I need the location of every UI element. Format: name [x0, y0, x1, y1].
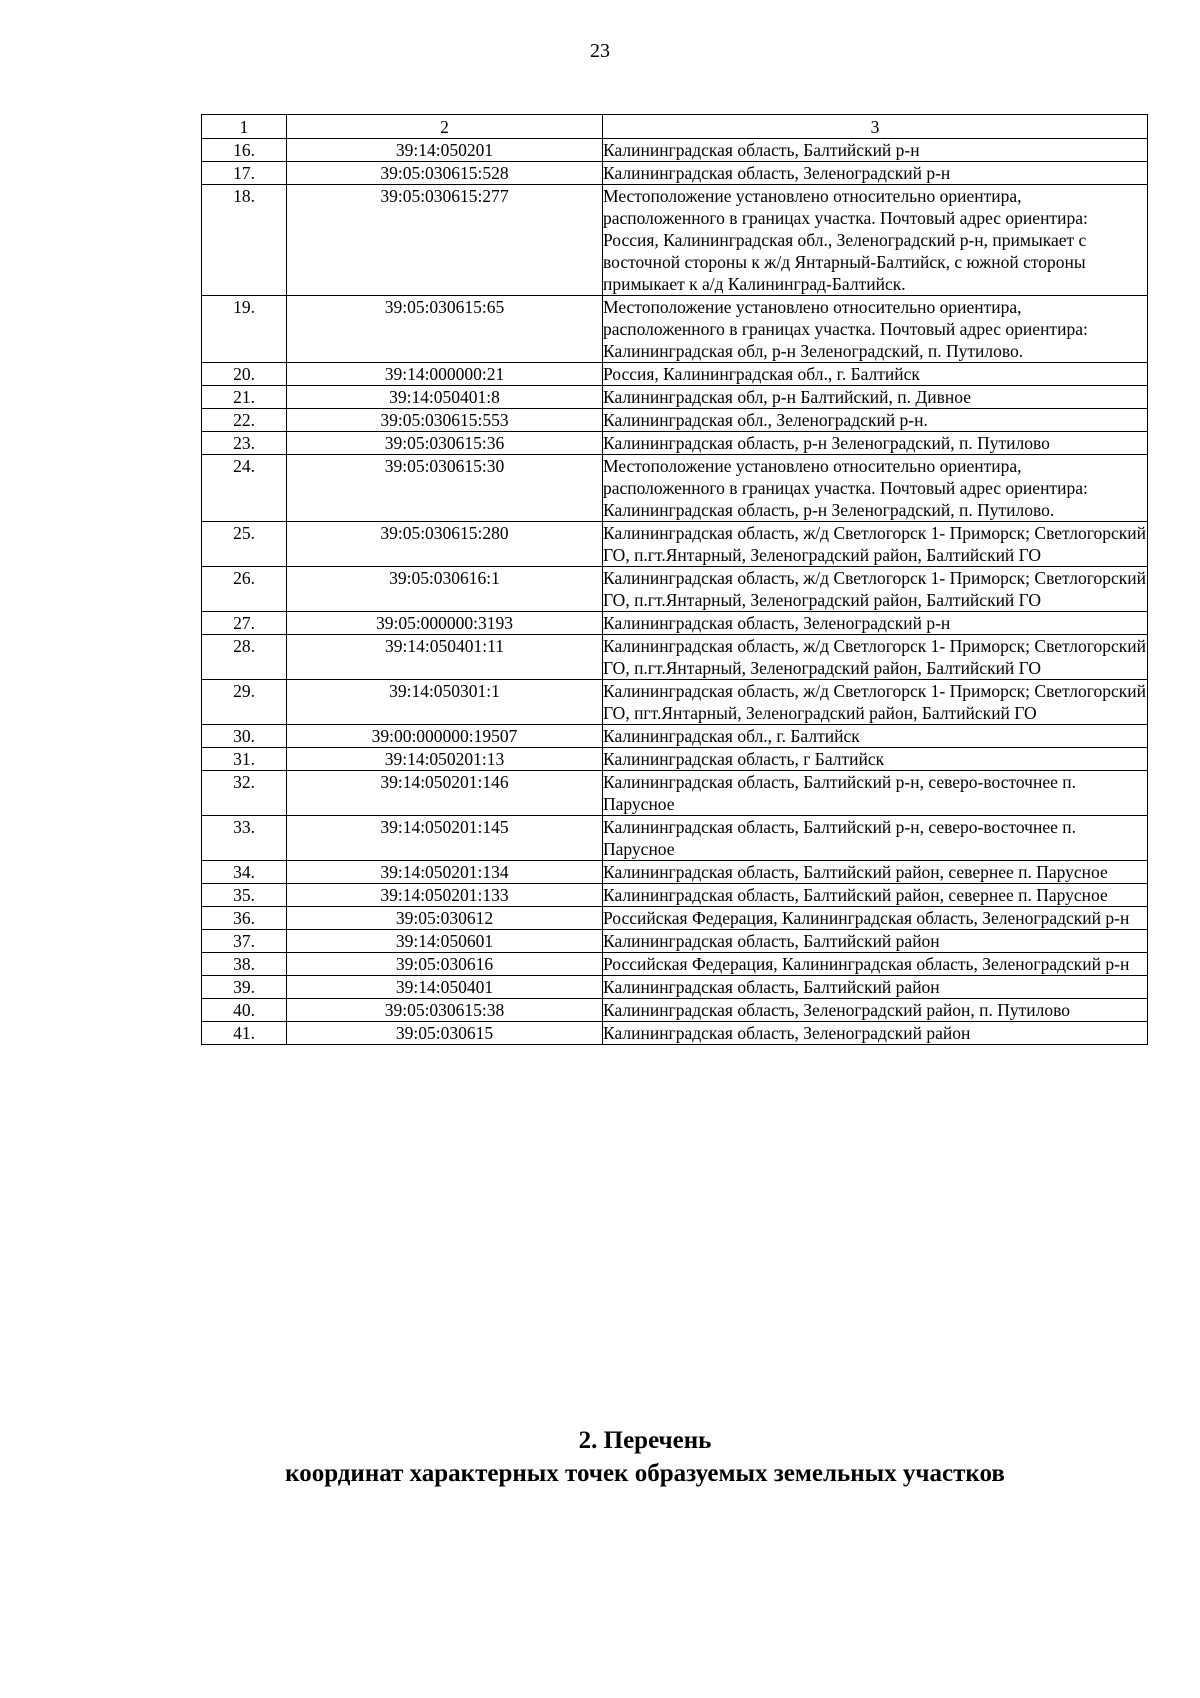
address-cell: Калининградская обл, р-н Балтийский, п. Дивное — [603, 386, 1148, 409]
table-row — [202, 296, 1148, 363]
table-row — [202, 907, 1148, 930]
row-number-cell: 27. — [202, 612, 287, 635]
row-number-cell: 33. — [202, 816, 287, 861]
table-row — [202, 567, 1148, 612]
cadastral-number-cell: 39:14:050201:146 — [287, 771, 603, 816]
address-cell: Местоположение установлено относительно ориентира, расположенного в границах участка. Почтовый адрес ориентира: Калининградская область, р-н Зеленоградский, п. Путилово. — [603, 455, 1148, 522]
row-number-cell: 41. — [202, 1022, 287, 1045]
address-cell: Калининградская область, ж/д Светлогорск 1- Приморск; Светлогорский ГО, п.гт.Янтарный, Зеленоградский район, Балтийский ГО — [603, 523, 1146, 565]
row-number-cell: 25. — [202, 522, 287, 567]
table-row — [202, 680, 1148, 725]
table-row — [202, 455, 1148, 522]
row-number-cell: 20. — [202, 363, 287, 386]
cadastral-number-cell: 39:14:050401:8 — [287, 386, 603, 409]
address-cell: Калининградская область, Балтийский р-н — [603, 139, 1148, 162]
address-cell: Российская Федерация, Калининградская область, Зеленоградский р-н — [603, 953, 1148, 976]
address-cell: Калининградская область, ж/д Светлогорск 1- Приморск; Светлогорский ГО, п.гт.Янтарный, Зеленоградский район, Балтийский ГО — [603, 568, 1146, 610]
table-body — [202, 139, 1148, 1045]
row-number-cell: 35. — [202, 884, 287, 907]
row-number-cell: 29. — [202, 680, 287, 725]
table-row — [202, 409, 1148, 432]
row-number-cell: 38. — [202, 953, 287, 976]
table-row — [202, 748, 1148, 771]
address-cell: Калининградская обл., Зеленоградский р-н. — [603, 409, 1148, 432]
cadastral-number-cell: 39:14:050201 — [287, 139, 603, 162]
address-cell: Местоположение установлено относительно ориентира, расположенного в границах участка. Почтовый адрес ориентира: Россия, Калининградская обл., Зеленоградский р-н, примыкает с восточной стороны к ж/д Янтарный-Балтийск, с южной стороны примыкает к а/д Калининград-Балтийск. — [603, 185, 1148, 296]
cadastral-number-cell: 39:14:050201:133 — [287, 884, 603, 907]
cadastral-number-cell: 39:05:030615:553 — [287, 409, 603, 432]
address-cell: Калининградская обл., г. Балтийск — [603, 725, 1148, 748]
table-row — [202, 522, 1148, 567]
address-cell: Калининградская область, р-н Зеленоградский, п. Путилово — [603, 432, 1148, 455]
section-title-line-2: координат характерных точек образуемых земельных участков — [285, 1460, 1005, 1487]
cadastral-number-cell: 39:05:030615:280 — [287, 522, 603, 567]
page-number: 23 — [590, 40, 610, 62]
address-cell: Калининградская область, Зеленоградский р-н — [603, 612, 1148, 635]
table-row — [202, 725, 1148, 748]
cadastral-number-cell: 39:14:050201:145 — [287, 816, 603, 861]
table-row — [202, 162, 1148, 185]
cadastral-number-cell: 39:14:050201:134 — [287, 861, 603, 884]
address-cell: Калининградская область, Балтийский р-н, северо-восточнее п. Парусное — [603, 771, 1148, 816]
cadastral-number-cell: 39:05:030616:1 — [287, 567, 603, 612]
table-row — [202, 976, 1148, 999]
table-row — [202, 930, 1148, 953]
row-number-cell: 16. — [202, 139, 287, 162]
row-number-cell: 34. — [202, 861, 287, 884]
address-cell: Калининградская область, Балтийский район — [603, 976, 1148, 999]
land-plots-table — [201, 114, 1148, 1045]
row-number-cell: 19. — [202, 296, 287, 363]
cadastral-number-cell: 39:05:030615:277 — [287, 185, 603, 296]
cadastral-number-cell: 39:05:030615:36 — [287, 432, 603, 455]
row-number-cell: 17. — [202, 162, 287, 185]
row-number-cell: 23. — [202, 432, 287, 455]
address-cell: Местоположение установлено относительно ориентира, расположенного в границах участка. Почтовый адрес ориентира: Калининградская обл, р-н Зеленоградский, п. Путилово. — [603, 296, 1148, 363]
address-cell: Калининградская область, ж/д Светлогорск 1- Приморск; Светлогорский ГО, п.гт.Янтарный, Зеленоградский район, Балтийский ГО — [603, 636, 1146, 678]
cadastral-number-cell: 39:05:030615 — [287, 1022, 603, 1045]
cadastral-number-cell: 39:05:030615:65 — [287, 296, 603, 363]
address-cell: Калининградская область, Балтийский р-н, северо-восточнее п. Парусное — [603, 816, 1148, 861]
table-row — [202, 861, 1148, 884]
address-cell: Калининградская область, Зеленоградский район, п. Путилово — [603, 999, 1148, 1022]
cadastral-number-cell: 39:14:050601 — [287, 930, 603, 953]
table-row — [202, 139, 1148, 162]
cadastral-number-cell: 39:05:030615:528 — [287, 162, 603, 185]
cadastral-number-cell: 39:14:050301:1 — [287, 680, 603, 725]
table-row — [202, 953, 1148, 976]
table-row — [202, 432, 1148, 455]
table-row — [202, 999, 1148, 1022]
row-number-cell: 37. — [202, 930, 287, 953]
table-row — [202, 1022, 1148, 1045]
section-heading — [0, 1424, 1200, 1490]
table-row — [202, 884, 1148, 907]
row-number-cell: 40. — [202, 999, 287, 1022]
table-row — [202, 386, 1148, 409]
row-number-cell: 18. — [202, 185, 287, 296]
address-cell: Калининградская область, Балтийский район, севернее п. Парусное — [603, 884, 1148, 907]
address-cell: Россия, Калининградская обл., г. Балтийск — [603, 363, 1148, 386]
cadastral-number-cell: 39:05:000000:3193 — [287, 612, 603, 635]
cadastral-number-cell: 39:14:050401:11 — [287, 635, 603, 680]
row-number-cell: 21. — [202, 386, 287, 409]
address-cell: Калининградская область, ж/д Светлогорск 1- Приморск; Светлогорский ГО, пгт.Янтарный, Зеленоградский район, Балтийский ГО — [603, 681, 1146, 723]
section-title-line-1: 2. Перечень — [578, 1427, 712, 1454]
cadastral-number-cell: 39:14:050401 — [287, 976, 603, 999]
address-cell: Российская Федерация, Калининградская область, Зеленоградский р-н — [603, 907, 1148, 930]
cadastral-number-cell: 39:14:050201:13 — [287, 748, 603, 771]
table-row — [202, 771, 1148, 816]
column-header-2: 2 — [287, 115, 603, 139]
row-number-cell: 22. — [202, 409, 287, 432]
table-header-row — [202, 115, 1148, 139]
row-number-cell: 30. — [202, 725, 287, 748]
cadastral-number-cell: 39:14:000000:21 — [287, 363, 603, 386]
cadastral-number-cell: 39:05:030615:38 — [287, 999, 603, 1022]
address-cell: Калининградская область, Зеленоградский район — [603, 1022, 1148, 1045]
row-number-cell: 26. — [202, 567, 287, 612]
cadastral-number-cell: 39:00:000000:19507 — [287, 725, 603, 748]
address-cell: Калининградская область, Зеленоградский р-н — [603, 162, 1148, 185]
cadastral-number-cell: 39:05:030616 — [287, 953, 603, 976]
address-cell: Калининградская область, г Балтийск — [603, 748, 1148, 771]
cadastral-number-cell: 39:05:030612 — [287, 907, 603, 930]
address-cell: Калининградская область, Балтийский район, севернее п. Парусное — [603, 861, 1148, 884]
row-number-cell: 28. — [202, 635, 287, 680]
row-number-cell: 32. — [202, 771, 287, 816]
row-number-cell: 24. — [202, 455, 287, 522]
row-number-cell: 36. — [202, 907, 287, 930]
row-number-cell: 39. — [202, 976, 287, 999]
table-row — [202, 635, 1148, 680]
table-row — [202, 816, 1148, 861]
column-header-1: 1 — [202, 115, 287, 139]
table-row — [202, 185, 1148, 296]
row-number-cell: 31. — [202, 748, 287, 771]
column-header-3: 3 — [603, 115, 1148, 139]
address-cell: Калининградская область, Балтийский район — [603, 930, 1148, 953]
cadastral-number-cell: 39:05:030615:30 — [287, 455, 603, 522]
table-row — [202, 363, 1148, 386]
table-row — [202, 612, 1148, 635]
